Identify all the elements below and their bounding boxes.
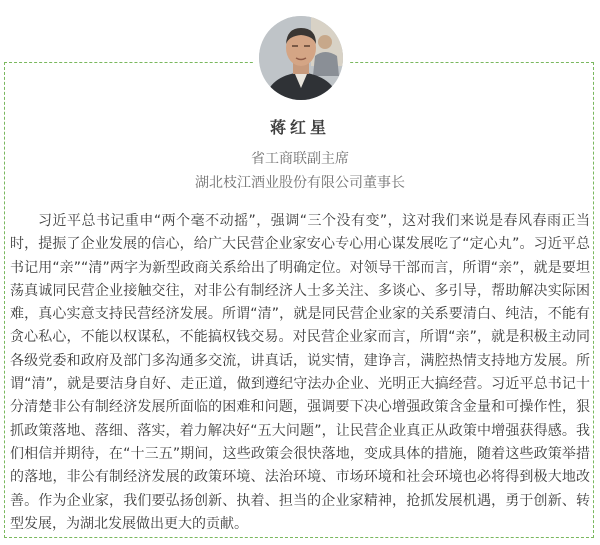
avatar-ring xyxy=(255,12,347,104)
title-vice-chairman: 省工商联副主席 xyxy=(251,151,349,167)
avatar xyxy=(259,16,343,100)
title-chairman: 湖北枝江酒业股份有限公司董事长 xyxy=(195,175,405,191)
portrait-photo-icon xyxy=(259,16,343,100)
article-paragraph: 习近平总书记重申“两个毫不动摇”，强调“三个没有变”，这对我们来说是春风春雨正当时，提振了企业发展的信心，给广大民营企业家安心专心用心谋发展吃了“定心丸”。习近平总书记用“亲”“清”两字为新型政商关系给出了明确定位。对领导干部而言，所谓“亲”，就是要坦荡真诚同民营企业接触交往，对非公有制经济人士多关注、多谈心、多引导，帮助解决实际困难，真心实意支持民营经济发展。所谓“清”，就是同民营企业家的关系要清白、纯洁，不能有贪心私心，不能以权谋私，不能搞权钱交易。对民营企业家而言，所谓“亲”，就是积极主动同各级党委和政府及部门多沟通多交流，讲真话，说实情，建诤言，满腔热情支持地方发展。所谓“清”，就是要洁身自好、走正道，做到遵纪守法办企业、光明正大搞经营。习近平总书记十分清楚非公有制经济发展所面临的困难和问题，强调要下决心增强政策含金量和可操作性，狠抓政策落地、落细、落实，着力解决好“五大问题”，让民营企业真正从政策中增强获得感。我们相信并期待，在“十三五”期间，这些政策会很快落地，变成具体的措施，随着这些政策举措的落地，非公有制经济发展的政策环境、法治环境、市场环境和社会环境也必将得到极大地改善。作为企业家，我们要弘扬创新、执着、担当的企业家精神，抢抓发展机遇，勇于创新、转型发展，为湖北发展做出更大的贡献。 xyxy=(10,213,590,532)
person-name: 蒋红星 xyxy=(269,118,330,137)
